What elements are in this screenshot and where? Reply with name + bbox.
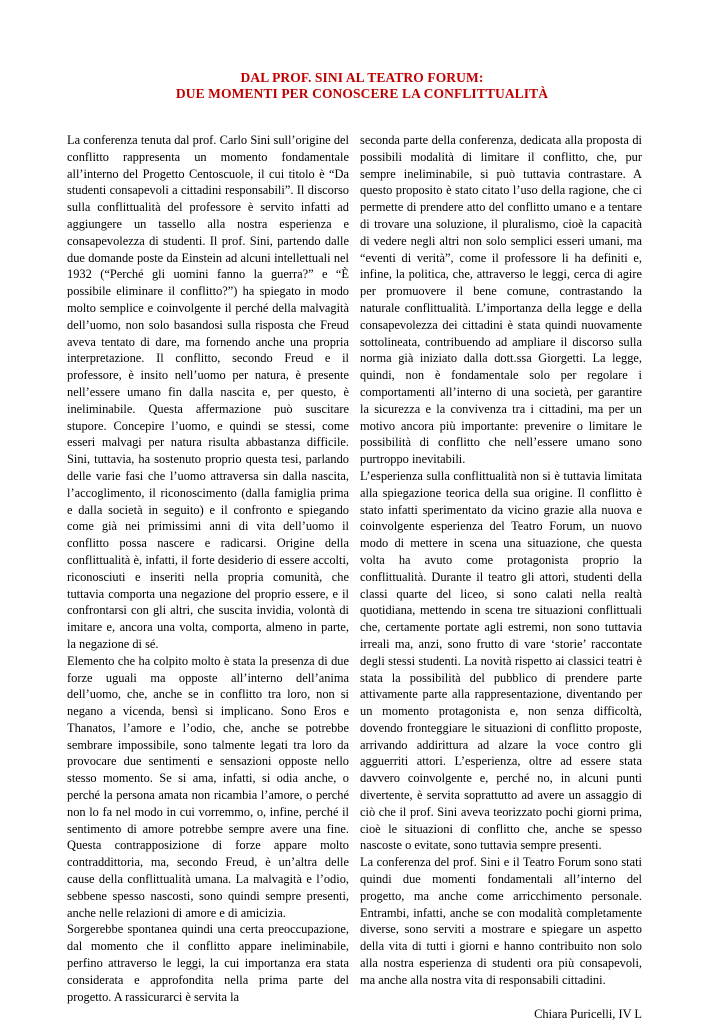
right-column	[360, 132, 642, 1022]
article-title	[0, 70, 724, 102]
paragraph-teatro-forum: L’esperienza sulla conflittualità non si è tuttavia limitata alla spiegazione teorica della sua origine. Il conflitto è stato infatti sperimentato da vicino grazie alla nuova e coinvolgente esperienza del Teatro Forum, un nuovo modo di mettere in scena una situazione, che questa volta ha avuto come protagonista proprio la conflittualità. Durante il teatro gli attori, studenti della classi quarte del liceo, si sono calati nella realtà quotidiana, mettendo in scena tre situazioni conflittuali che, certamente portate agli estremi, non sono tuttavia irreali ma, anzi, sono frutto di vare ‘storie’ raccontate degli stessi studenti. La novità rispetto ai classici teatri è stata la possibilità del pubblico di prendere parte attivamente parte alla rappresentazione, diventando per un momento protagonista e, non senza difficoltà, dovendo fronteggiare le situazioni di conflitto proposte, arrivando addirittura ad alzare la voce contro gli agguerriti attori. L’esperienza, oltre ad essere stata davvero coinvolgente e, perché no, in alcuni punti divertente, è servita soprattutto ad avere un assaggio di ciò che il prof. Sini aveva teorizzato pochi giorni prima, cioè le situazioni di conflitto che, anche se spesso nascoste o evitate, sono tuttavia sempre presenti.	[360, 468, 642, 853]
paragraph-conclusion: La conferenza del prof. Sini e il Teatro Forum sono stati quindi due momenti fondamentali all’interno del progetto, ma anche come arricchimento personale. Entrambi, infatti, anche se con modalità completamente diverse, sono serviti a mostrare e spiegare un aspetto della vita di tutti i giorni e hanno contribuito non solo alla nostra esperienza di studenti ora più consapevoli, ma anche alla nostra vita di responsabili cittadini.	[360, 855, 642, 987]
paragraph-conference-second-part: seconda parte della conferenza, dedicata alla proposta di possibili modalità di limitare il conflitto, che, pur sempre ineliminabile, si può tuttavia contrastare. A questo proposito è stato citato l’uso della ragione, che ci permette di prendere atto del conflitto umano e a tentare di trovare una soluzione, il pluralismo, cioè la capacità di vedere negli altri non solo semplici esseri umani, ma “eventi di verità”, come il professore li ha definiti e, infine, la politica, che, attraverso le leggi, cerca di agire per promuovere il bene comune, contrastando la naturale conflittualità. L’importanza della legge e della consapevolezza dei cittadini è stata quindi nuovamente sottolineata, contribuendo ad ampliare il discorso sulla norma già iniziato dalla dott.ssa Giorgetti. La legge, quindi, non è fondamentale solo per regolare i comportamenti all’interno di una società, per garantire la sicurezza e la convivenza tra i cittadini, ma per un motivo ancora più importante: prevenire o limitare le possibilità di conflitto che nell’essere umano sono purtroppo inevitabili.	[360, 133, 642, 467]
title-line-1: DAL PROF. SINI AL TEATRO FORUM:	[240, 70, 484, 85]
author-signature: Chiara Puricelli, IV L	[534, 1006, 642, 1021]
left-column	[67, 132, 349, 1005]
paragraph-eros-thanatos: Elemento che ha colpito molto è stata la presenza di due forze uguali ma opposte all’interno dell’anima dell’uomo, che, anche se in conflitto tra loro, non si negano a vicenda, bensì si implicano. Sono Eros e Thanatos, l’amore e l’odio, che, anche se potrebbe sembrare impossibile, sono talmente legati tra loro da provocare due sentimenti e sensazioni opposte nello stesso momento. Se si ama, infatti, si odia anche, o perché la persona amata non ricambia l’amore, o perché non lo fa nel modo in cui vorremmo, o, infine, perché il sentimento di amore potrebbe sempre avere una fine. Questa contrapposizione di forze appare molto contraddittoria, ma, secondo Freud, è un’altra delle cause della conflittualità umana. La malvagità e l’odio, sebbene spesso nascosti, sono quindi sempre presenti, anche nelle relazioni di amore e di amicizia.	[67, 653, 349, 920]
paragraph-conference-intro: La conferenza tenuta dal prof. Carlo Sini sull’origine del conflitto rappresenta un momento fondamentale all’interno del Progetto Centoscuole, il cui titolo è “Da studenti consapevoli a cittadini responsabili”. Il discorso sulla conflittualità del professore è servito infatti ad aggiungere un tassello alla nostra esperienza e consapevolezza di studenti. Il prof. Sini, partendo dalle due domande poste da Einstein ad alcuni intellettuali nel 1932 (“Perché gli uomini fanno la guerra?” e “È possibile eliminare il conflitto?”) ha spiegato in modo molto semplice e coinvolgente il perché della malvagità dell’uomo, non solo basandosi sulla risposta che Freud aveva tentato di dare, ma fornendo anche una propria interpretazione. Il conflitto, secondo Freud e il professore, è insito nell’uomo per natura, è presente nell’essere umano fin dalla nascita e, per questo, è ineliminabile. Questa affermazione può suscitare stupore. Concepire l’uomo, e quindi se stessi, come esseri malvagi per natura risulta abbastanza difficile. Sini, tuttavia, ha sostenuto proprio questa tesi, parlando delle varie fasi che l’uomo attraversa sin dalla nascita, l’accoglimento, il riconoscimento (dalla famiglia prima e dalla società in seguito) e il confronto e spiegando come già nei primissimi anni di vita dell’uomo il conflitto possa nascere e radicarsi. Origine della conflittualità è, infatti, il forte desiderio di essere accolti, riconosciuti e inseriti nella propria comunità, che tuttavia comporta una negazione del proprio essere, e il confrontarsi con gli altri, che suscita invidia, volontà di imitare e, ancora una volta, comporta, almeno in parte, la negazione di sé.	[67, 133, 349, 651]
title-line-2: DUE MOMENTI PER CONOSCERE LA CONFLITTUALITÀ	[175, 86, 549, 101]
paragraph-preoccupation: Sorgerebbe spontanea quindi una certa preoccupazione, dal momento che il conflitto appare ineliminabile, perfino attraverso le leggi, la cui importanza era stata considerata e approfondita nella prima parte del progetto. A rassicurarci è servita la	[67, 922, 349, 1004]
